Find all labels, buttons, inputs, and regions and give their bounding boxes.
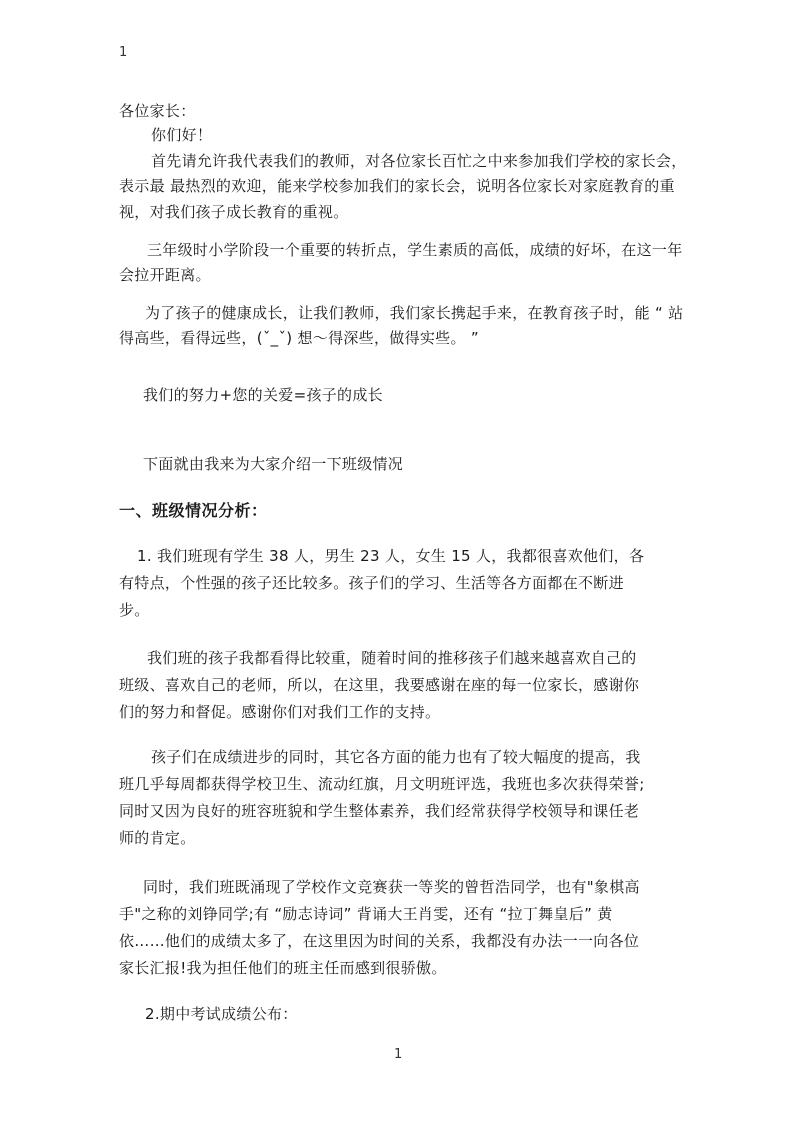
class-intro: 下面就由我来为大家介绍一下班级情况 [143,455,404,473]
greeting: 你们好！ [151,126,213,144]
thanks-line: 们的努力和督促。感谢你们对我们工作的支持。 [119,703,441,721]
intro-line: 视，对我们孩子成长教育的重视。 [119,203,349,221]
growth-line: 得高些，看得远些，(ˇ_ˇ) 想～得深些，做得实些。 ” [119,329,479,347]
motto: 我们的努力+您的关爱=孩子的成长 [143,386,383,404]
intro-line: 表示最 最热烈的欢迎，能来学校参加我们的家长会，说明各位家长对家庭教育的重 [119,177,675,195]
thanks-line: 班级、喜欢自己的老师，所以，在这里，我要感谢在座的每一位家长，感谢你 [119,676,640,694]
awards-line: 手"之称的刘铮同学;有 “励志诗词” 背诵大王肖雯，还有 “拉丁舞皇后” 黄 [119,905,613,923]
salutation: 各位家长： [119,102,196,120]
item1-line: 1. 我们班现有学生 38 人，男生 23 人，女生 15 人，我都很喜欢他们，各 [137,547,645,565]
footer-page-number: 1 [394,1047,403,1062]
item2-heading: 2.期中考试成绩公布： [145,1005,298,1023]
awards-line: 同时，我们班既涌现了学校作文竞赛获一等奖的曾哲浩同学，也有"象棋高 [143,878,640,896]
progress-line: 师的肯定。 [119,829,196,847]
progress-line: 班几乎每周都获得学校卫生、流动红旗，月文明班评选，我班也多次获得荣誉; [119,775,645,793]
item1-line: 有特点，个性强的孩子还比较多。孩子们的学习、生活等各方面都在不断进 [119,574,624,592]
turning-point-line: 三年级时小学阶段一个重要的转折点，学生素质的高低，成绩的好坏，在这一年 [147,241,683,259]
awards-line: 依……他们的成绩太多了，在这里因为时间的关系，我都没有办法一一向各位 [119,932,640,950]
thanks-line: 我们班的孩子我都看得比较重，随着时间的推移孩子们越来越喜欢自己的 [147,649,637,667]
intro-line: 首先请允许我代表我们的教师，对各位家长百忙之中来参加我们学校的家长会， [151,152,687,170]
progress-line: 同时又因为良好的班容班貌和学生整体素养，我们经常获得学校领导和课任老 [119,802,640,820]
progress-line: 孩子们在成绩进步的同时，其它各方面的能力也有了较大幅度的提高，我 [151,748,641,766]
section-heading: 一、班级情况分析： [119,501,268,520]
item1-line: 步。 [119,601,150,619]
awards-line: 家长汇报!我为担任他们的班主任而感到很骄傲。 [119,959,447,977]
header-page-number: 1 [119,45,128,60]
growth-line: 为了孩子的健康成长，让我们教师，我们家长携起手来，在教育孩子时，能 “ 站 [145,304,684,322]
turning-point-line: 会拉开距离。 [119,266,211,284]
